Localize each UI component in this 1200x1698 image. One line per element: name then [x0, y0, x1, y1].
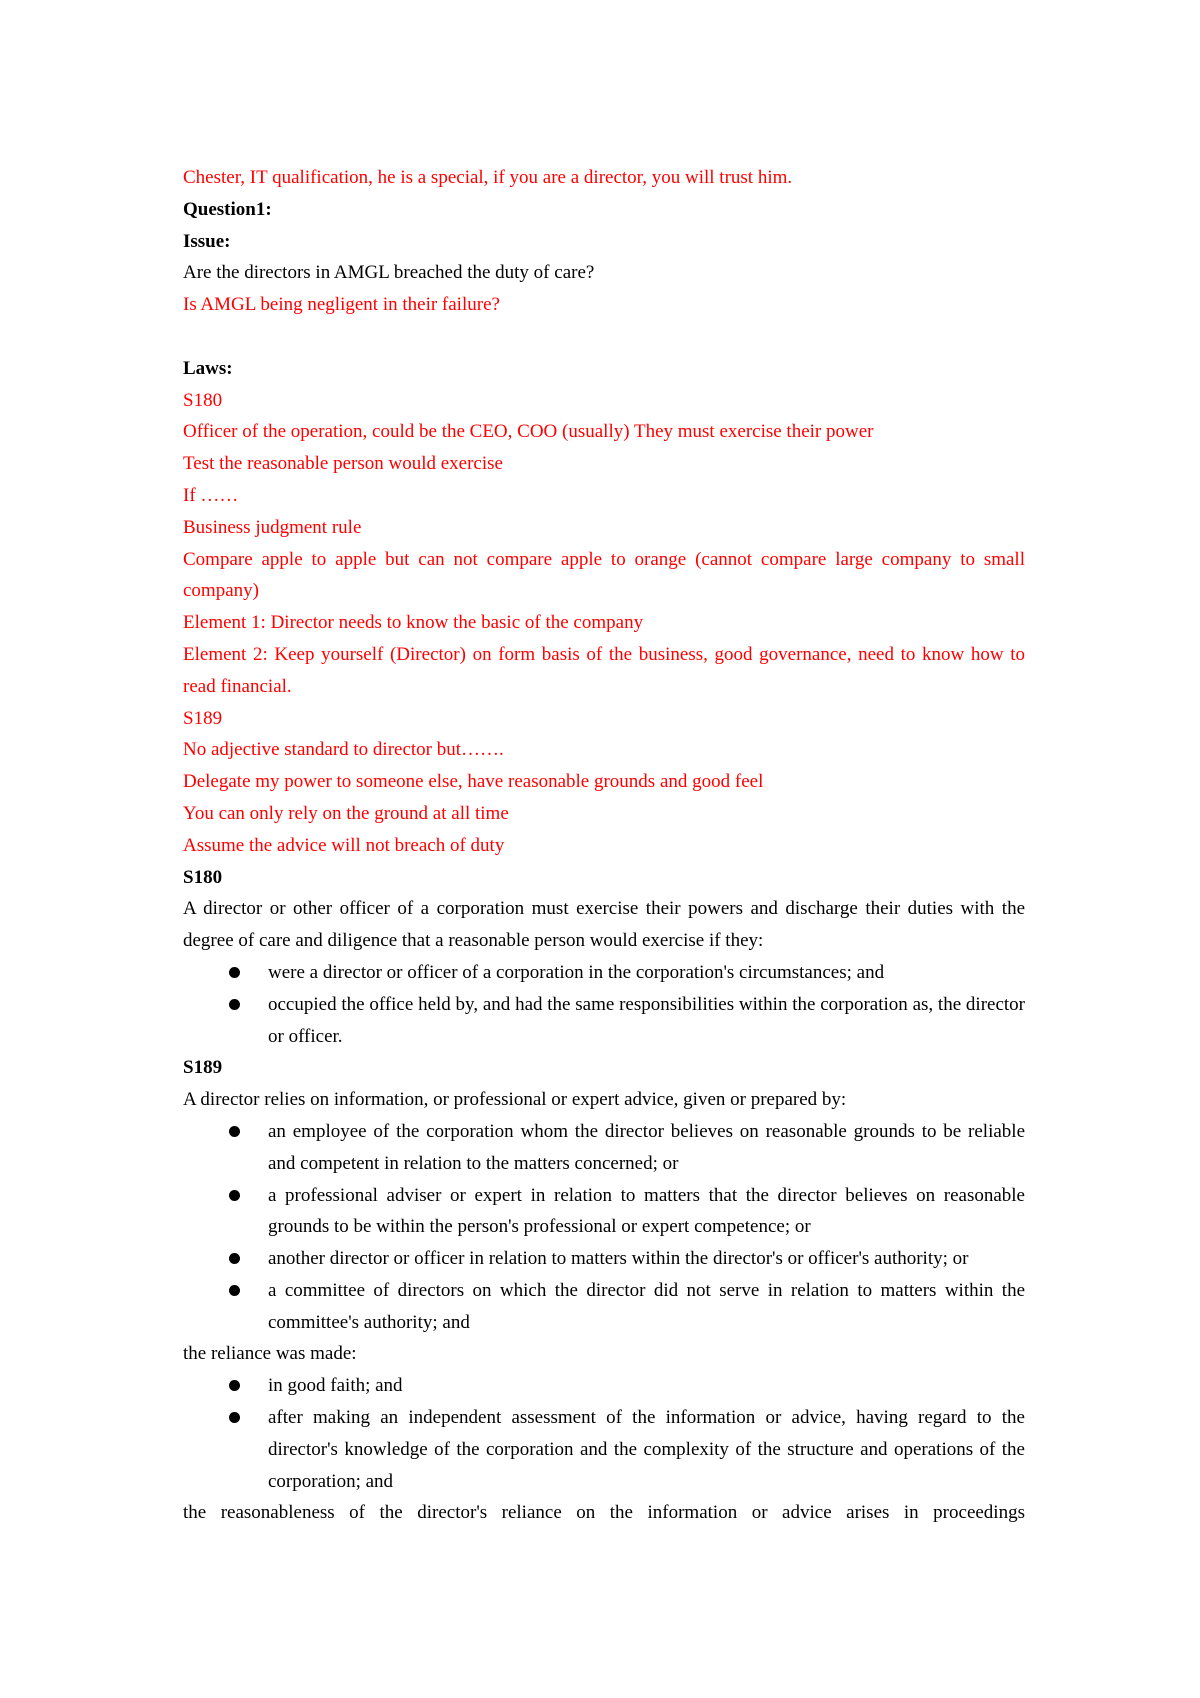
- bullet-dot-icon: [229, 1126, 240, 1137]
- note-line: No adjective standard to director but…….: [183, 739, 504, 761]
- reliance-text: the reliance was made:: [183, 1343, 357, 1365]
- note-line: Officer of the operation, could be the CEO, COO (usually) They must exercise their power: [183, 421, 874, 443]
- issue-question-1: Are the directors in AMGL breached the duty of care?: [183, 262, 595, 284]
- question-heading: Question1:: [183, 198, 272, 220]
- list-item-text: another director or officer in relation to matters within the director's or officer's authority; or: [268, 1248, 969, 1270]
- list-item: [183, 1180, 1025, 1244]
- list-item: [183, 1275, 1025, 1339]
- bullet-dot-icon: [229, 1190, 240, 1201]
- list-item-text: a professional adviser or expert in relation to matters that the director believes on reasonable grounds to be within the person's professional or expert competence; or: [268, 1184, 1025, 1238]
- list-item-text: a committee of directors on which the director did not serve in relation to matters within the committee's authority; and: [268, 1279, 1025, 1333]
- s180-heading: S180: [183, 866, 223, 888]
- list-item: [183, 1370, 1025, 1402]
- list-item-text: occupied the office held by, and had the same responsibilities within the corporation as, the director or officer.: [268, 993, 1025, 1047]
- blank-line: [183, 321, 1025, 353]
- reliance-bullet-list: [183, 1370, 1025, 1497]
- list-item-text: an employee of the corporation whom the director believes on reasonable grounds to be reliable and competent in relation to the matters concerned; or: [268, 1120, 1025, 1174]
- note-line: You can only rely on the ground at all time: [183, 802, 509, 824]
- list-item: [183, 1116, 1025, 1180]
- note-line: Element 2: Keep yourself (Director) on form basis of the business, good governance, need to know how to read financial.: [183, 643, 1025, 697]
- note-line: If ……: [183, 484, 239, 506]
- bullet-dot-icon: [229, 999, 240, 1010]
- list-item-text: after making an independent assessment of the information or advice, having regard to the director's knowledge of the corporation and the complexity of the structure and operations of the corporation; and: [268, 1407, 1025, 1492]
- laws-heading: Laws:: [183, 357, 233, 379]
- list-item: [183, 1243, 1025, 1275]
- s180-bullet-list: [183, 957, 1025, 1052]
- s189-bullet-list: [183, 1116, 1025, 1339]
- note-line: S189: [183, 707, 223, 729]
- document-page: [183, 162, 1025, 1529]
- note-line: Compare apple to apple but can not compare apple to orange (cannot compare large company to small company): [183, 548, 1025, 602]
- bullet-dot-icon: [229, 1253, 240, 1264]
- note-line: Element 1: Director needs to know the basic of the company: [183, 612, 644, 634]
- list-item: [183, 1402, 1025, 1497]
- note-line: Business judgment rule: [183, 516, 362, 538]
- s189-heading: S189: [183, 1057, 223, 1079]
- note-line: Test the reasonable person would exercise: [183, 453, 503, 475]
- list-item-text: were a director or officer of a corporation in the corporation's circumstances; and: [268, 961, 885, 983]
- bullet-dot-icon: [229, 1380, 240, 1391]
- bullet-dot-icon: [229, 967, 240, 978]
- note-line: Assume the advice will not breach of duty: [183, 834, 505, 856]
- bullet-dot-icon: [229, 1412, 240, 1423]
- list-item: [183, 957, 1025, 989]
- list-item: [183, 989, 1025, 1053]
- closing-text: the reasonableness of the director's reliance on the information or advice arises in proceedings: [183, 1502, 1025, 1524]
- intro-note: Chester, IT qualification, he is a special, if you are a director, you will trust him.: [183, 167, 793, 188]
- issue-heading: Issue:: [183, 230, 231, 252]
- s180-text: A director or other officer of a corporation must exercise their powers and discharge their duties with the degree of care and diligence that a reasonable person would exercise if they:: [183, 898, 1025, 952]
- list-item-text: in good faith; and: [268, 1375, 403, 1397]
- note-line: Delegate my power to someone else, have reasonable grounds and good feel: [183, 771, 764, 793]
- issue-question-2: Is AMGL being negligent in their failure?: [183, 294, 500, 316]
- bullet-dot-icon: [229, 1285, 240, 1296]
- note-line: S180: [183, 389, 223, 411]
- s189-text: A director relies on information, or professional or expert advice, given or prepared by:: [183, 1089, 847, 1111]
